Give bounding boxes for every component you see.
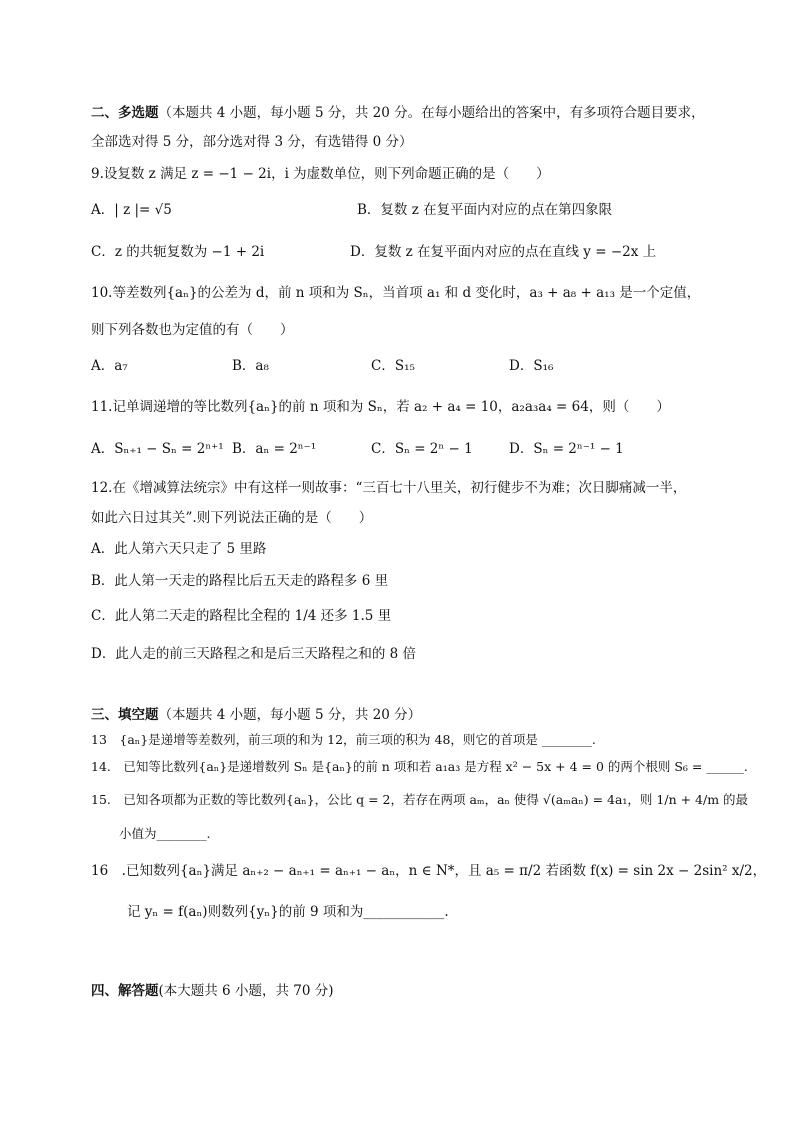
q10-option-a: A．a₇ — [91, 358, 128, 374]
q12-option-b: B．此人第一天走的路程比后五天走的路程多 6 里 — [91, 573, 389, 589]
q11-option-a: A．Sₙ₊₁ − Sₙ = 2ⁿ⁺¹ — [91, 441, 224, 457]
section4-title: 四、解答题 — [91, 983, 159, 999]
q10-stem-line1: 10.等差数列{aₙ}的公差为 d，前 n 项和为 Sₙ，当首项 a₁ 和 d 变化时，a₃ + a₈ + a₁₃ 是一个定值， — [91, 285, 701, 301]
q9-option-c: C．z 的共轭复数为 −1 + 2i — [91, 244, 265, 260]
q10-stem-line2: 则下列各数也为定值的有（ ） — [91, 322, 294, 338]
section2-title: 二、多选题 — [91, 105, 159, 121]
section4-desc: (本大题共 6 小题，共 70 分) — [158, 983, 334, 999]
q15-text-line1: 15. 已知各项都为正数的等比数列{aₙ}，公比 q = 2，若存在两项 aₘ，aₙ 使得 √(aₘaₙ) = 4a₁，则 1/n + 4/m 的最 — [91, 792, 749, 807]
q14-text: 14. 已知等比数列{aₙ}是递增数列 Sₙ 是{aₙ}的前 n 项和若 a₁a₃ 是方程 x² − 5x + 4 = 0 的两个根则 S₆ = ______. — [91, 759, 748, 774]
q10-option-b: B．a₈ — [232, 358, 269, 374]
q12-stem-line1: 12.在《增减算法统宗》中有这样一则故事：“三百七十八里关，初行健步不为难；次日脚痛减一半， — [91, 480, 687, 496]
section2-header — [91, 104, 705, 122]
section4-header — [91, 982, 333, 1000]
q12-option-c: C．此人第二天走的路程比全程的 1/4 还多 1.5 里 — [91, 608, 392, 624]
q11-option-c: C．Sₙ = 2ⁿ − 1 — [371, 441, 473, 457]
q9-option-a: A．| z |= √5 — [91, 202, 172, 218]
q13-text: 13 {aₙ}是递增等差数列，前三项的和为 12，前三项的积为 48，则它的首项是 ________. — [91, 732, 596, 747]
q15-text-line2: 小值为________. — [119, 826, 211, 841]
q10-option-d: D．S₁₆ — [509, 358, 554, 374]
q12-option-d: D．此人走的前三天路程之和是后三天路程之和的 8 倍 — [91, 646, 416, 662]
q16-text-line1: 16 .已知数列{aₙ}满足 aₙ₊₂ − aₙ₊₁ = aₙ₊₁ − aₙ，n ∈ N*，且 a₅ = π/2 若函数 f(x) = sin 2x − 2sin² x/2， — [91, 863, 767, 879]
q12-stem-line2: 如此六日过其关”.则下列说法正确的是（ ） — [91, 510, 373, 526]
q12-option-a: A．此人第六天只走了 5 里路 — [91, 541, 267, 557]
q9-option-d: D．复数 z 在复平面内对应的点在直线 y = −2x 上 — [350, 244, 657, 260]
section2-desc-line2: 全部选对得 5 分，部分选对得 3 分，有选错得 0 分） — [91, 134, 413, 150]
section3-header — [91, 706, 421, 724]
q10-option-c: C．S₁₅ — [371, 358, 415, 374]
section2-desc-line1: （本题共 4 小题，每小题 5 分，共 20 分。在每小题给出的答案中，有多项符合题目要求， — [158, 105, 705, 121]
section3-title: 三、填空题 — [91, 707, 159, 723]
q9-stem: 9.设复数 z 满足 z = −1 − 2i，i 为虚数单位，则下列命题正确的是（ ） — [91, 166, 550, 182]
q11-option-b: B．aₙ = 2ⁿ⁻¹ — [232, 441, 317, 457]
q11-stem: 11.记单调递增的等比数列{aₙ}的前 n 项和为 Sₙ，若 a₂ + a₄ = 10，a₂a₃a₄ = 64，则（ ） — [91, 399, 670, 415]
q11-option-d: D．Sₙ = 2ⁿ⁻¹ − 1 — [509, 441, 624, 457]
section3-desc: （本题共 4 小题，每小题 5 分，共 20 分） — [158, 707, 422, 723]
q16-text-line2: 记 yₙ = f(aₙ)则数列{yₙ}的前 9 项和为____________. — [127, 904, 449, 920]
q9-option-b: B．复数 z 在复平面内对应的点在第四象限 — [357, 202, 613, 218]
